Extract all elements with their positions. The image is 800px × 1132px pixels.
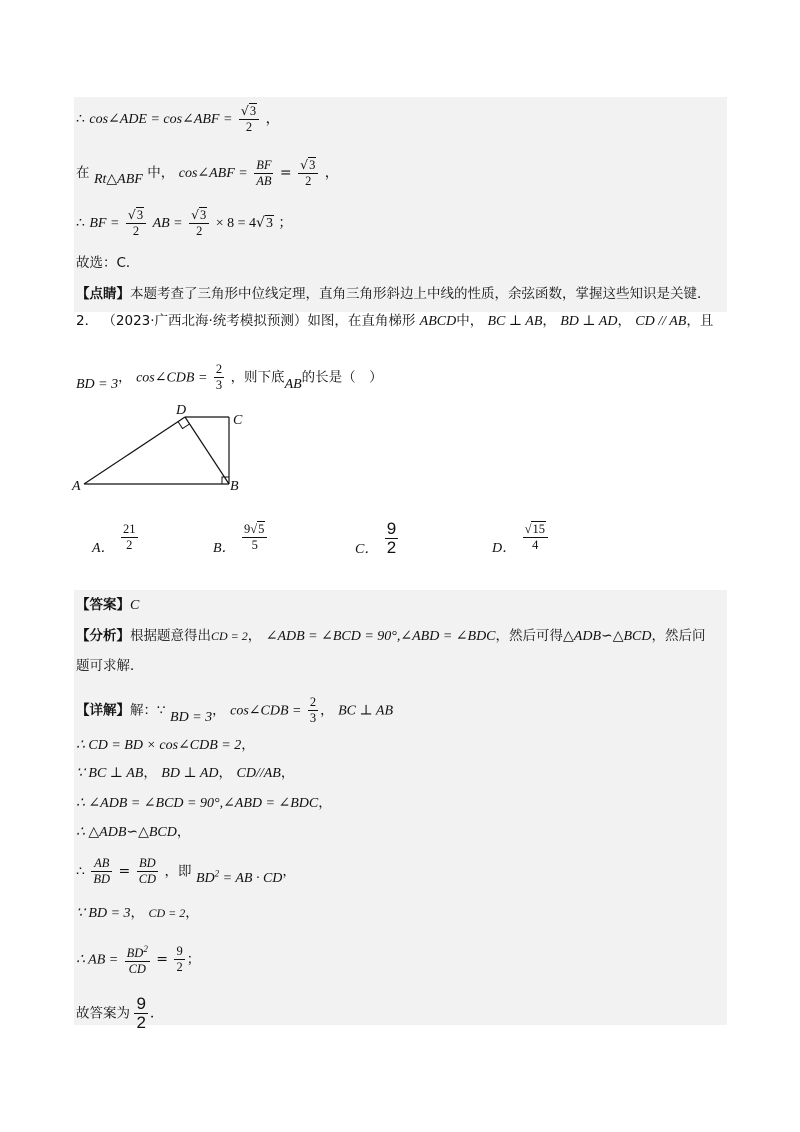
label-c: C xyxy=(233,413,243,428)
option-b[interactable]: B． $\frac{9√5}{5}$ xyxy=(213,522,269,553)
option-c[interactable]: C． $\frac{9}{2}$ xyxy=(355,519,397,557)
prev-line-2: 在 Rt△ABF 中， cos∠ABF = $\frac{BF}{AB}$ = $\frac{√3}{2}$ ， xyxy=(76,157,339,188)
detail-line-6: ∴ $\frac{AB}{BD}$ = $\frac{BD}{CD}$ ，即 $BD^2$ = AB · CD， xyxy=(76,856,296,886)
option-a[interactable]: A． $\frac{21}{2}$ xyxy=(92,522,136,556)
label-d: D xyxy=(176,403,187,418)
question-line-1: 2． （2023·广西北海·统考模拟预测）如图，在直角梯形 ABCD中， BC ⊥ AB， BD ⊥ AD， CD // AB，且 xyxy=(76,313,714,329)
prev-line-4: 故选：C． xyxy=(76,255,140,271)
diagonal-bd xyxy=(185,417,229,484)
detail-line-8: ∴ AB = $\frac{BD^2}{CD}$ = $\frac{9}{2}$ ； xyxy=(76,944,201,977)
detail-line-5: ∴ △ADB∽△BCD， xyxy=(76,824,191,840)
label-b: B xyxy=(230,479,239,494)
comment-line: 【点睛】本题考查了三角形中位线定理，直角三角形斜边上中线的性质，余弦函数，掌握这些知识是关键． xyxy=(76,286,711,302)
question-line-2: BD = 3， cos∠CDB = $\frac{2}{3}$ ，则下底AB的长是（ ） xyxy=(76,362,383,392)
analysis-line-2: 题可求解． xyxy=(76,658,144,674)
detail-line-3: ∵ BC ⊥ AB， BD ⊥ AD， CD//AB， xyxy=(76,765,295,781)
analysis-line-1: 【分析】根据题意得出CD = 2， ∠ADB = ∠BCD = 90°,∠ABD = ∠BDC，然后可得△ADB∽△BCD，然后问 xyxy=(76,628,706,644)
trapezoid-figure xyxy=(70,400,250,500)
label-a: A xyxy=(72,479,81,494)
prev-line-1: ∴ cos∠ADE = cos∠ABF = $\frac{√3}{2}$ ， xyxy=(76,103,280,134)
prev-line-3: ∴ BF = $\frac{√3}{2}$ AB = $\frac{√3}{2}$ × 8 = 4√3 ； xyxy=(76,207,293,238)
detail-line-2: ∴ CD = BD × cos∠CDB = 2， xyxy=(76,737,255,753)
answer-line: 【答案】C xyxy=(76,597,140,613)
option-d[interactable]: D． $\frac{√15}{4}$ xyxy=(492,522,550,553)
detail-line-1: 【详解】解：∵ BD = 3， cos∠CDB = $\frac{2}{3}$ ， BC ⊥ AB xyxy=(76,695,394,725)
detail-line-7: ∵ BD = 3， CD = 2， xyxy=(76,905,199,921)
detail-line-9: 故答案为 $\frac{9}{2}$ . xyxy=(76,994,155,1032)
right-angle-d xyxy=(178,422,190,429)
detail-line-4: ∴ ∠ADB = ∠BCD = 90°,∠ABD = ∠BDC， xyxy=(76,795,332,811)
side-ad xyxy=(84,417,185,484)
